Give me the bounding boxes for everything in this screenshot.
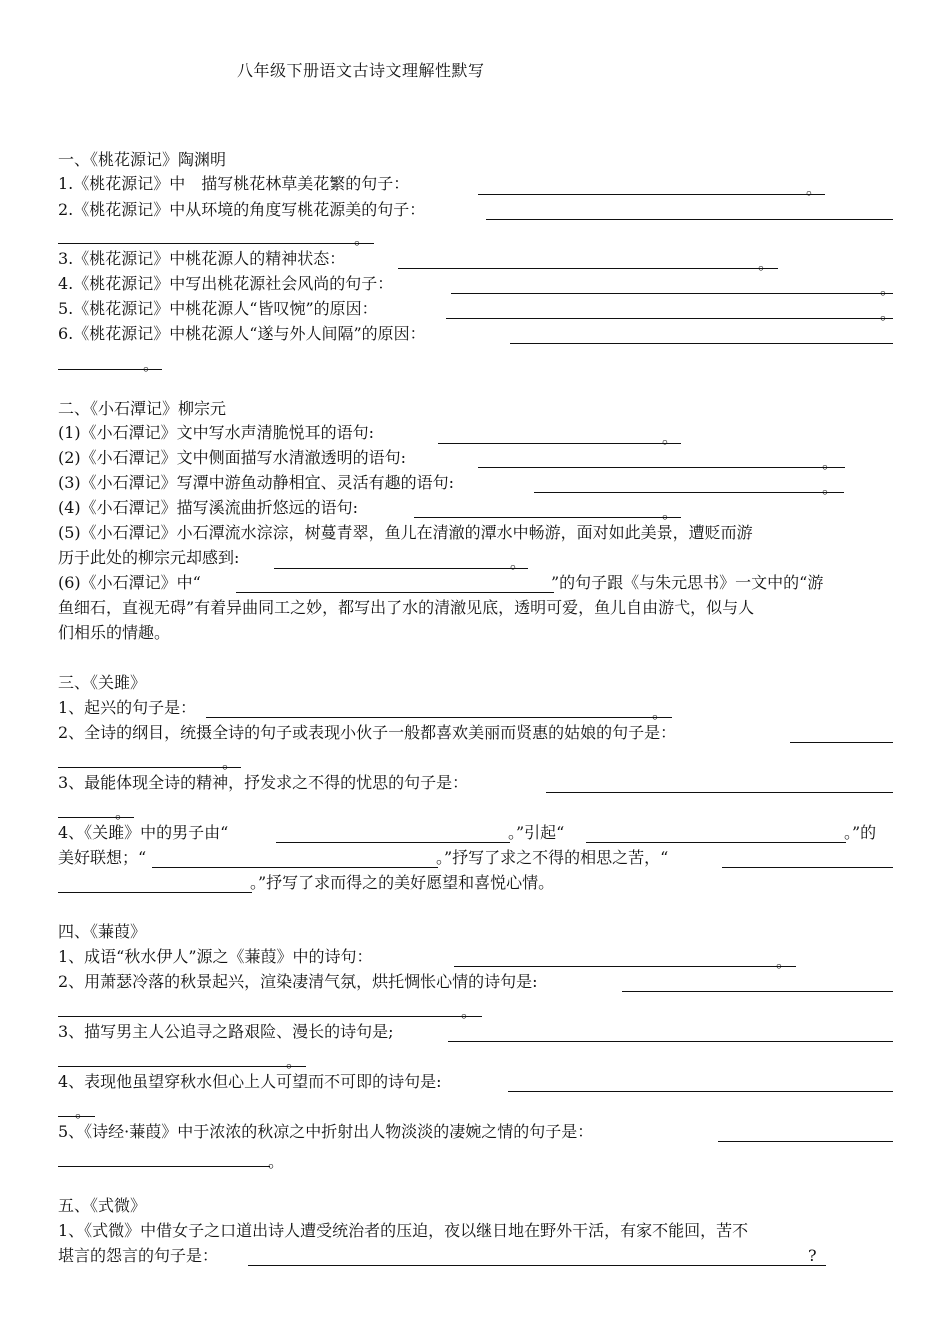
question-mark: ? — [808, 1246, 817, 1265]
question-text: 4、《关雎》中的男子由“ — [58, 823, 229, 842]
answer-blank[interactable] — [510, 343, 893, 344]
answer-blank[interactable] — [276, 842, 510, 843]
period-mark: 。 — [510, 553, 527, 572]
question-text: 3、最能体现全诗的精神，抒发求之不得的忧思的句子是： — [58, 773, 469, 792]
question-1-1 — [58, 173, 893, 195]
question-2-2 — [58, 447, 893, 469]
section-heading-shiwei: 五、《式微》 — [58, 1196, 147, 1215]
answer-blank[interactable] — [274, 568, 528, 569]
answer-blank[interactable] — [508, 1091, 893, 1092]
question-2-1 — [58, 422, 893, 444]
question-text: 4、表现他虽望穿秋水但心上人可望而不可即的诗句是: — [58, 1072, 442, 1091]
question-text: 1、成语“秋水伊人”源之《蒹葭》中的诗句： — [58, 947, 373, 966]
question-3-4-line-1 — [58, 822, 893, 844]
period-mark: 。 — [75, 1102, 92, 1121]
question-text: 2、全诗的纲目，统摄全诗的句子或表现小伙子一般都喜欢美丽而贤惠的姑娘的句子是： — [58, 723, 677, 742]
answer-blank[interactable] — [58, 1066, 306, 1067]
period-mark: 。 — [880, 279, 897, 298]
question-2-3 — [58, 472, 893, 494]
question-text: 3.《桃花源记》中桃花源人的精神状态： — [58, 249, 346, 268]
question-3-2 — [58, 722, 893, 744]
question-text: 6.《桃花源记》中桃花源人“遂与外人间隔”的原因： — [58, 324, 426, 343]
section-heading-jianjia: 四、《蒹葭》 — [58, 922, 147, 941]
answer-blank[interactable] — [438, 443, 681, 444]
question-text: (2)《小石潭记》文中侧面描写水清澈透明的语句: — [58, 448, 407, 467]
answer-blank[interactable] — [446, 318, 893, 319]
period-mark: 。 — [662, 503, 679, 522]
answer-blank[interactable] — [448, 1041, 893, 1042]
question-text: 美好联想；“ — [58, 848, 147, 867]
question-5-1-line-2 — [58, 1245, 893, 1267]
answer-blank[interactable] — [478, 467, 845, 468]
question-3-3 — [58, 772, 893, 794]
answer-blank[interactable] — [58, 1166, 270, 1167]
question-text: 。”引起“ — [508, 823, 565, 842]
period-mark: 。 — [776, 952, 793, 971]
answer-blank[interactable] — [454, 966, 796, 967]
question-4-5 — [58, 1121, 893, 1143]
question-text: (6)《小石潭记》中“ — [58, 573, 201, 592]
question-text: 5.《桃花源记》中桃花源人“皆叹惋”的原因： — [58, 299, 378, 318]
period-mark: 。 — [143, 355, 160, 374]
question-text: (3)《小石潭记》写潭中游鱼动静相宜、灵活有趣的语句: — [58, 473, 455, 492]
period-mark: 。 — [822, 453, 839, 472]
page-title: 八年级下册语文古诗文理解性默写 — [237, 61, 485, 80]
question-3-1 — [58, 697, 893, 719]
question-text: ”的句子跟《与朱元思书》一文中的“游 — [551, 573, 824, 592]
answer-blank[interactable] — [486, 219, 893, 220]
question-text: 5、《诗经·蒹葭》中于浓浓的秋凉之中折射出人物淡淡的凄婉之情的句子是： — [58, 1122, 594, 1141]
question-text: (4)《小石潭记》描写溪流曲折悠远的语句: — [58, 498, 359, 517]
question-text: 堪言的怨言的句子是： — [58, 1246, 219, 1265]
answer-blank[interactable] — [586, 842, 846, 843]
answer-blank[interactable] — [58, 1016, 482, 1017]
answer-blank[interactable] — [622, 991, 893, 992]
answer-blank[interactable] — [58, 767, 241, 768]
question-text: 2、用萧瑟冷落的秋景起兴，渲染凄清气氛，烘托惆怅心情的诗句是: — [58, 972, 538, 991]
question-text: (1)《小石潭记》文中写水声清脆悦耳的语句: — [58, 423, 375, 442]
answer-blank[interactable] — [451, 293, 893, 294]
question-2-6-line-3: 们相乐的情趣。 — [58, 623, 171, 642]
question-text: 。”抒写了求之不得的相思之苦，“ — [436, 848, 669, 867]
period-mark: 。 — [758, 254, 775, 273]
period-mark: 。 — [286, 1052, 303, 1071]
answer-blank[interactable] — [152, 867, 438, 868]
question-text: 历于此处的柳宗元却感到: — [58, 548, 240, 567]
section-heading-xiaoshitanji: 二、《小石潭记》柳宗元 — [58, 399, 227, 418]
section-heading-taohuayuanji: 一、《桃花源记》陶渊明 — [58, 150, 227, 169]
question-text: 4.《桃花源记》中写出桃花源社会风尚的句子： — [58, 274, 394, 293]
question-5-1-line-1: 1、《式微》中借女子之口道出诗人遭受统治者的压迫，夜以继日地在野外干活，有家不能回，苦不 — [58, 1221, 749, 1240]
period-mark: 。 — [880, 304, 897, 323]
question-4-4 — [58, 1071, 893, 1093]
question-text: 3、描写男主人公追寻之路艰险、漫长的诗句是; — [58, 1022, 394, 1041]
question-4-2 — [58, 971, 893, 993]
question-text: 1.《桃花源记》中 描写桃花林草美花繁的句子： — [58, 174, 410, 193]
question-1-5 — [58, 298, 893, 320]
period-mark: 。 — [461, 1002, 478, 1021]
period-mark: 。 — [652, 703, 669, 722]
period-mark: 。 — [222, 753, 239, 772]
period-mark: 。 — [354, 229, 371, 248]
period-mark: 。 — [806, 179, 823, 198]
section-heading-guanju: 三、《关雎》 — [58, 673, 147, 692]
answer-blank[interactable] — [248, 1265, 826, 1266]
question-text: 。”抒写了求而得之的美好愿望和喜悦心情。 — [250, 873, 555, 892]
question-1-4 — [58, 273, 893, 295]
answer-blank[interactable] — [414, 517, 681, 518]
answer-blank[interactable] — [722, 867, 893, 868]
period-mark: 。 — [822, 478, 839, 497]
answer-blank[interactable] — [398, 268, 778, 269]
period-mark: 。 — [115, 803, 132, 822]
answer-blank[interactable] — [718, 1141, 893, 1142]
question-1-6 — [58, 323, 893, 345]
answer-blank[interactable] — [478, 194, 825, 195]
answer-blank[interactable] — [58, 892, 252, 893]
answer-blank[interactable] — [236, 592, 554, 593]
answer-blank[interactable] — [546, 792, 893, 793]
question-text: 。”的 — [844, 823, 877, 842]
question-2-4 — [58, 497, 893, 519]
question-text: 1、起兴的句子是： — [58, 698, 197, 717]
question-2-5-line-1: (5)《小石潭记》小石潭流水淙淙，树蔓青翠，鱼儿在清澈的潭水中畅游，面对如此美景，遭贬而游 — [58, 523, 753, 542]
answer-blank[interactable] — [206, 717, 672, 718]
question-text: 2.《桃花源记》中从环境的角度写桃花源美的句子： — [58, 200, 426, 219]
question-4-1 — [58, 946, 893, 968]
period-mark: 。 — [268, 1152, 285, 1171]
question-1-2 — [58, 199, 893, 221]
period-mark: 。 — [662, 428, 679, 447]
question-2-5-line-2 — [58, 547, 893, 569]
answer-blank[interactable] — [58, 243, 374, 244]
question-4-3 — [58, 1021, 893, 1043]
answer-blank[interactable] — [534, 492, 844, 493]
answer-blank[interactable] — [790, 742, 893, 743]
question-2-6-line-2: 鱼细石，直视无碍”有着异曲同工之妙，都写出了水的清澈见底，透明可爱，鱼儿自由游弋，似与人 — [58, 598, 755, 617]
